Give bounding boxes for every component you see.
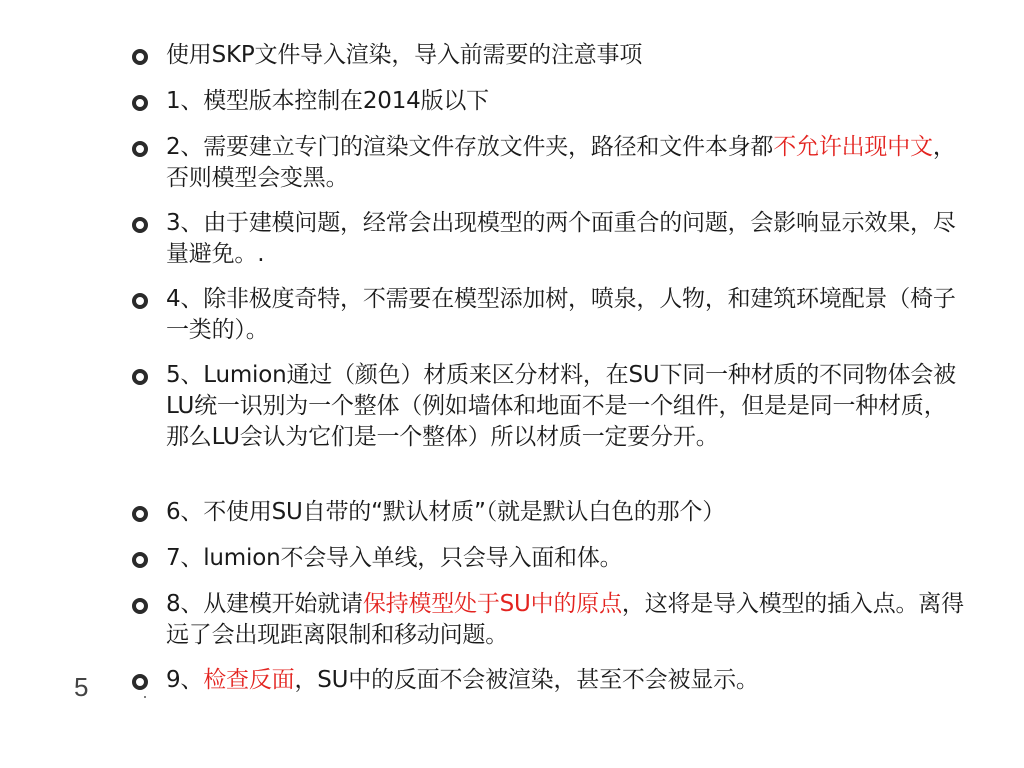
item-text: 8、从建模开始就请 <box>166 591 363 617</box>
item-text: 3、由于建模问题，经常会出现模型的两个面重合的问题，会影响显示效果，尽量避免。. <box>166 210 956 267</box>
list-item <box>130 132 966 194</box>
item-text: 6、不使用SU自带的“默认材质”（就是默认白色的那个） <box>166 499 725 525</box>
bullet-icon <box>132 95 148 111</box>
item-text: ，否则模型会变黑。 <box>166 134 956 191</box>
list-item <box>130 360 966 453</box>
bullet-icon <box>132 369 148 385</box>
item-text: 2、需要建立专门的渲染文件存放文件夹，路径和文件本身都 <box>166 134 774 160</box>
list-item <box>130 589 966 651</box>
page-number: 5 <box>74 672 89 702</box>
highlighted-text: 不允许出现中文 <box>773 134 933 160</box>
bullet-icon <box>132 674 148 690</box>
item-text: 9、 <box>166 667 204 693</box>
stray-dot <box>144 696 146 698</box>
item-text: ，这将是导入模型的插入点。离得远了会出现距离限制和移动问题。 <box>166 591 964 648</box>
highlighted-text: 检查反面 <box>203 667 295 693</box>
highlighted-text: 保持模型处于SU中的原点 <box>362 591 622 617</box>
list-item <box>130 665 966 696</box>
list-item <box>130 208 966 270</box>
item-text: 7、lumion不会导入单线，只会导入面和体。 <box>166 545 623 571</box>
bullet-icon <box>132 293 148 309</box>
bullet-icon <box>132 598 148 614</box>
item-text: 1、模型版本控制在2014版以下 <box>166 88 489 114</box>
bullet-icon <box>132 49 148 65</box>
item-text: ，SU中的反面不会被渲染，甚至不会被显示。 <box>294 667 759 693</box>
bullet-icon <box>132 141 148 157</box>
bullet-icon <box>132 506 148 522</box>
item-text: 使用SKP文件导入渲染，导入前需要的注意事项 <box>166 42 643 68</box>
list-item <box>130 86 966 117</box>
list-item <box>130 543 966 574</box>
bullet-icon <box>132 552 148 568</box>
list-item <box>130 284 966 346</box>
item-text: 5、Lumion通过（颜色）材质来区分材料，在SU下同一种材质的不同物体会被LU统一识别为一个整体（例如墙体和地面不是一个组件，但是是同一种材质，那么LU会认为它们是一个整体）所以材质一定要分开。 <box>166 362 956 450</box>
list-item <box>130 40 966 71</box>
item-text: 4、除非极度奇特，不需要在模型添加树，喷泉，人物，和建筑环境配景（椅子一类的）。 <box>166 286 956 343</box>
list-item <box>130 497 966 528</box>
bullet-icon <box>132 217 148 233</box>
